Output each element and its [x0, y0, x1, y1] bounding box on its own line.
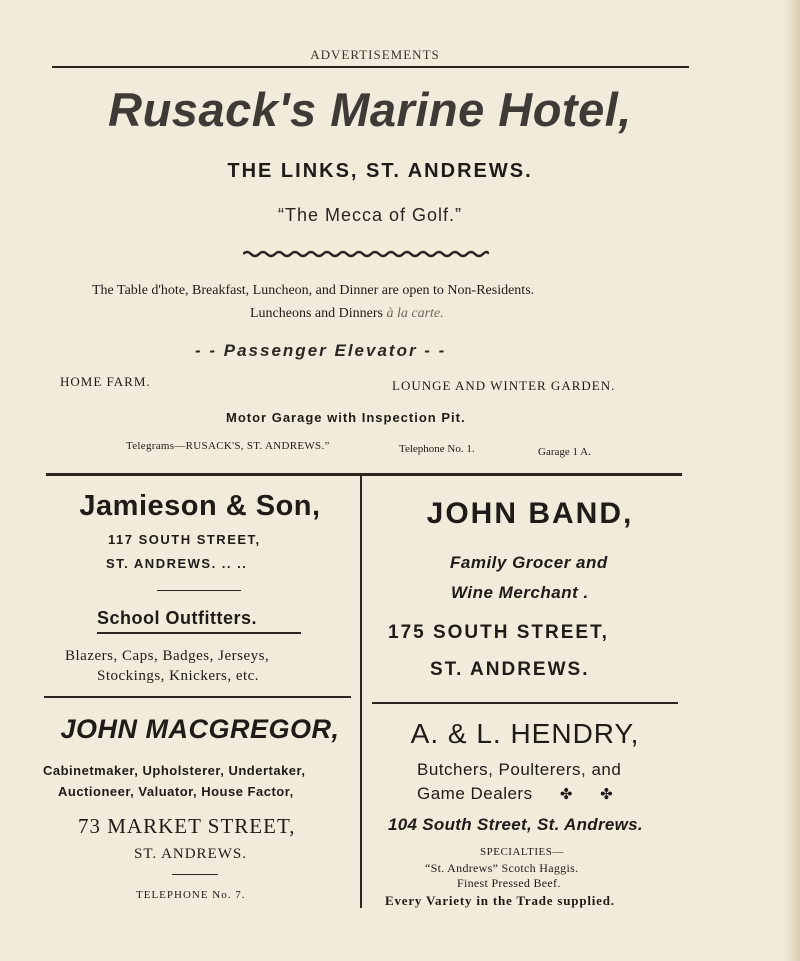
- ornament-icon: ✤: [600, 786, 614, 803]
- page-header-label: ADVERTISEMENTS: [310, 47, 440, 62]
- macgregor-title: JOHN MACGREGOR,: [60, 714, 340, 744]
- wavy-divider: [243, 248, 489, 260]
- right-lower-divider: [372, 702, 678, 704]
- hotel-meals-line2-prefix: Luncheons and Dinners: [250, 306, 383, 321]
- hendry-title: A. & L. HENDRY,: [410, 718, 640, 749]
- john-band-address-line2: ST. ANDREWS.: [430, 659, 590, 680]
- jamieson-items-line1: Blazers, Caps, Badges, Jerseys,: [65, 648, 270, 664]
- hotel-address: THE LINKS, ST. ANDREWS.: [227, 160, 533, 182]
- left-lower-divider: [44, 696, 351, 698]
- column-divider: [360, 476, 362, 908]
- hendry-specialty-1: “St. Andrews” Scotch Haggis.: [425, 861, 579, 875]
- hotel-name: Rusack's Marine Hotel,: [108, 83, 632, 136]
- jamieson-subtitle: School Outfitters.: [97, 608, 258, 628]
- ornament-icon: ✤: [559, 786, 573, 803]
- hotel-lounge: LOUNGE AND WINTER GARDEN.: [392, 378, 616, 393]
- hotel-elevator: - - Passenger Elevator - -: [195, 341, 447, 360]
- jamieson-address-line1: 117 SOUTH STREET,: [108, 532, 261, 547]
- hendry-specialties-label: SPECIALTIES—: [480, 846, 564, 858]
- header-rule: [52, 66, 689, 68]
- macgregor-trades-line1: Cabinetmaker, Upholsterer, Undertaker,: [43, 763, 306, 778]
- page-edge-shadow: [782, 0, 800, 961]
- hendry-footer: Every Variety in the Trade supplied.: [385, 893, 615, 908]
- hendry-line2-text: Game Dealers: [417, 784, 533, 803]
- macgregor-short-rule: [172, 874, 218, 875]
- jamieson-title: Jamieson & Son,: [79, 490, 321, 522]
- jamieson-items-line2: Stockings, Knickers, etc.: [97, 668, 260, 684]
- macgregor-telephone: TELEPHONE No. 7.: [136, 889, 246, 901]
- john-band-address-line1: 175 SOUTH STREET,: [388, 622, 609, 643]
- hotel-home-farm: HOME FARM.: [60, 374, 151, 389]
- john-band-line2: Wine Merchant .: [451, 583, 589, 602]
- hotel-telephone: Telephone No. 1.: [399, 443, 475, 455]
- macgregor-address-line2: ST. ANDREWS.: [134, 846, 247, 862]
- macgregor-trades-line2: Auctioneer, Valuator, House Factor,: [58, 784, 294, 799]
- john-band-title: JOHN BAND,: [426, 497, 634, 530]
- hotel-motto: “The Mecca of Golf.”: [277, 205, 463, 225]
- hendry-line2: [417, 784, 613, 804]
- macgregor-address-line1: 73 MARKET STREET,: [78, 814, 296, 838]
- hotel-meals-line2: [250, 306, 550, 322]
- hotel-garage: Motor Garage with Inspection Pit.: [226, 410, 466, 425]
- hotel-telegrams: Telegrams—RUSACK'S, ST. ANDREWS.”: [126, 440, 330, 452]
- hendry-specialty-2: Finest Pressed Beef.: [457, 876, 561, 890]
- hotel-meals-line1: The Table d'hote, Breakfast, Luncheon, and Dinner are open to Non-Residents.: [92, 283, 535, 298]
- hendry-address: 104 South Street, St. Andrews.: [388, 815, 643, 834]
- jamieson-address-line2: ST. ANDREWS. .. ..: [106, 556, 248, 571]
- john-band-line1: Family Grocer and: [450, 553, 608, 572]
- jamieson-short-rule: [157, 590, 241, 591]
- hotel-garage-number: Garage 1 A.: [538, 446, 591, 458]
- main-divider: [46, 473, 682, 476]
- hotel-meals-line2-italic: à la carte.: [386, 306, 444, 321]
- hendry-line1: Butchers, Poulterers, and: [417, 760, 622, 779]
- jamieson-subtitle-underline: [97, 632, 301, 634]
